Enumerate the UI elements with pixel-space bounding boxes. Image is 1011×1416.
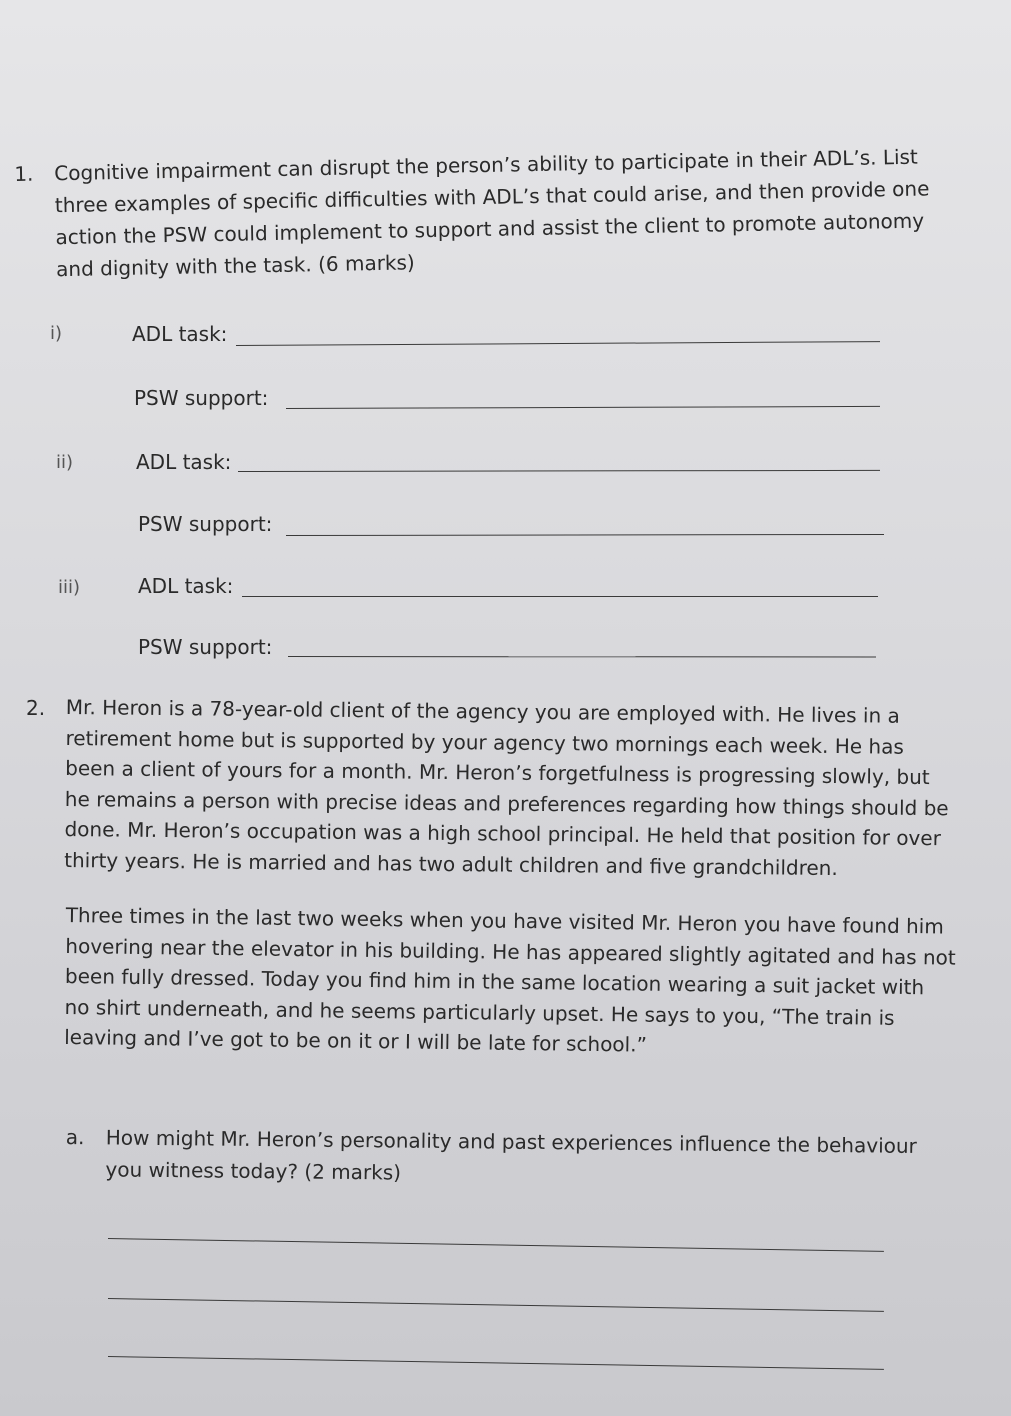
item-1-psw-answer-line[interactable]: [286, 406, 880, 409]
item-2-psw-answer-line[interactable]: [286, 534, 884, 536]
item-1-adl-label: ADL task:: [132, 322, 228, 346]
question-2a-answer-line-2[interactable]: [108, 1298, 884, 1312]
question-2a-answer-line-1[interactable]: [108, 1238, 884, 1252]
question-1: [14, 139, 994, 282]
item-3-numeral: iii): [58, 577, 81, 598]
item-2-adl-label: ADL task:: [136, 450, 232, 474]
question-2-paragraph-2: Three times in the last two weeks when you have visited Mr. Heron you have found him hovering near the elevator in his building. He has appeared slightly agitated and has not been fully dressed. Today you find him in the same location wearing a suit jacket with no shirt underneath, and he seems particularly upset. He says to you, “The train is leaving and I’ve got to be on it or I will be late for school.”: [64, 902, 956, 1057]
item-3-adl-answer-line[interactable]: [242, 596, 878, 597]
item-1-adl-answer-line[interactable]: [236, 341, 880, 346]
question-2a-letter: a.: [65, 1124, 85, 1150]
item-1-numeral: i): [50, 323, 63, 344]
item-2-numeral: ii): [56, 452, 74, 473]
question-2-number: 2.: [26, 696, 46, 720]
question-2a: [65, 1121, 966, 1185]
item-2-psw-label: PSW support:: [138, 512, 273, 536]
question-2a-text: How might Mr. Heron’s personality and past experiences influence the behaviour you witness today? (2 marks): [105, 1125, 917, 1185]
item-2-adl-answer-line[interactable]: [238, 470, 880, 472]
question-2a-answer-line-3[interactable]: [108, 1356, 884, 1370]
item-1-psw-label: PSW support:: [134, 386, 269, 410]
item-3-psw-answer-line[interactable]: [288, 656, 876, 658]
question-2-paragraph-1: Mr. Heron is a 78-year-old client of the agency you are employed with. He lives in a retirement home but is supported by your agency two mornings each week. He has been a client of yours for a month. Mr. Heron’s forgetfulness is progressing slowly, but he remains a person with precise ideas and preferences regarding how things should be done. Mr. Heron’s occupation was a high school principal. He held that position for over thirty years. He is married and has two adult children and five grandchildren.: [64, 694, 949, 880]
item-3-psw-label: PSW support:: [138, 635, 273, 659]
question-1-number: 1.: [14, 161, 34, 186]
item-3-adl-label: ADL task:: [138, 574, 234, 598]
question-1-text: Cognitive impairment can disrupt the person’s ability to participate in their ADL’s. List three examples of specific difficulties with ADL’s that could arise, and then provide one action the PSW could implement to support and assist the client to promote autonomy and dignity with the task. (6 marks): [54, 144, 930, 282]
